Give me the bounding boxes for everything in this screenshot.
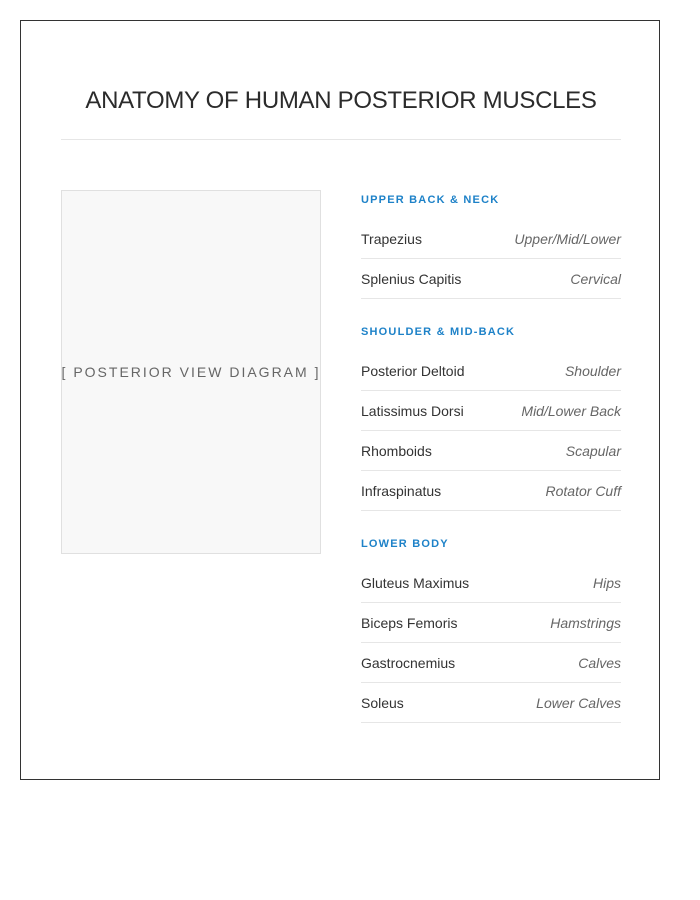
muscle-name: Splenius Capitis: [361, 270, 462, 287]
muscle-region: Rotator Cuff: [545, 482, 621, 499]
muscle-group-shoulder-mid-back: [361, 325, 621, 511]
muscle-region: Hips: [592, 574, 621, 591]
group-heading: SHOULDER & MID-BACK: [361, 326, 516, 338]
muscle-region: Mid/Lower Back: [521, 402, 621, 419]
muscle-row: [361, 391, 621, 431]
muscle-name: Gastrocnemius: [361, 654, 456, 671]
muscle-name: Trapezius: [361, 230, 422, 247]
muscle-group-upper-back-neck: [361, 193, 621, 299]
muscle-row: [361, 351, 621, 391]
muscle-region: Cervical: [570, 270, 621, 287]
muscle-region: Lower Calves: [536, 694, 621, 711]
title-divider: [61, 139, 621, 140]
muscle-name: Biceps Femoris: [361, 614, 458, 631]
muscle-group-lower-body: [361, 537, 621, 723]
document-card: [20, 20, 660, 780]
muscle-row: [361, 219, 621, 259]
muscle-region: Upper/Mid/Lower: [514, 230, 621, 247]
muscle-row: [361, 431, 621, 471]
muscle-row: [361, 683, 621, 723]
muscle-region: Calves: [578, 654, 621, 671]
muscle-row: [361, 603, 621, 643]
muscle-row: [361, 563, 621, 603]
group-heading: LOWER BODY: [361, 538, 449, 550]
muscle-name: Gluteus Maximus: [361, 574, 470, 591]
muscle-region: Hamstrings: [550, 614, 621, 631]
muscle-list: [361, 190, 621, 723]
diagram-placeholder-label: [ POSTERIOR VIEW DIAGRAM ]: [61, 364, 321, 380]
muscle-name: Rhomboids: [361, 442, 432, 459]
muscle-row: [361, 643, 621, 683]
muscle-name: Soleus: [361, 694, 404, 711]
muscle-row: [361, 471, 621, 511]
muscle-region: Shoulder: [564, 362, 621, 379]
muscle-region: Scapular: [565, 442, 621, 459]
group-heading: UPPER BACK & NECK: [361, 194, 500, 206]
page-title: ANATOMY OF HUMAN POSTERIOR MUSCLES: [85, 87, 597, 114]
muscle-name: Infraspinatus: [361, 482, 442, 499]
muscle-name: Latissimus Dorsi: [361, 402, 464, 419]
posterior-diagram-placeholder: [61, 190, 321, 554]
muscle-row: [361, 259, 621, 299]
muscle-name: Posterior Deltoid: [361, 362, 465, 379]
